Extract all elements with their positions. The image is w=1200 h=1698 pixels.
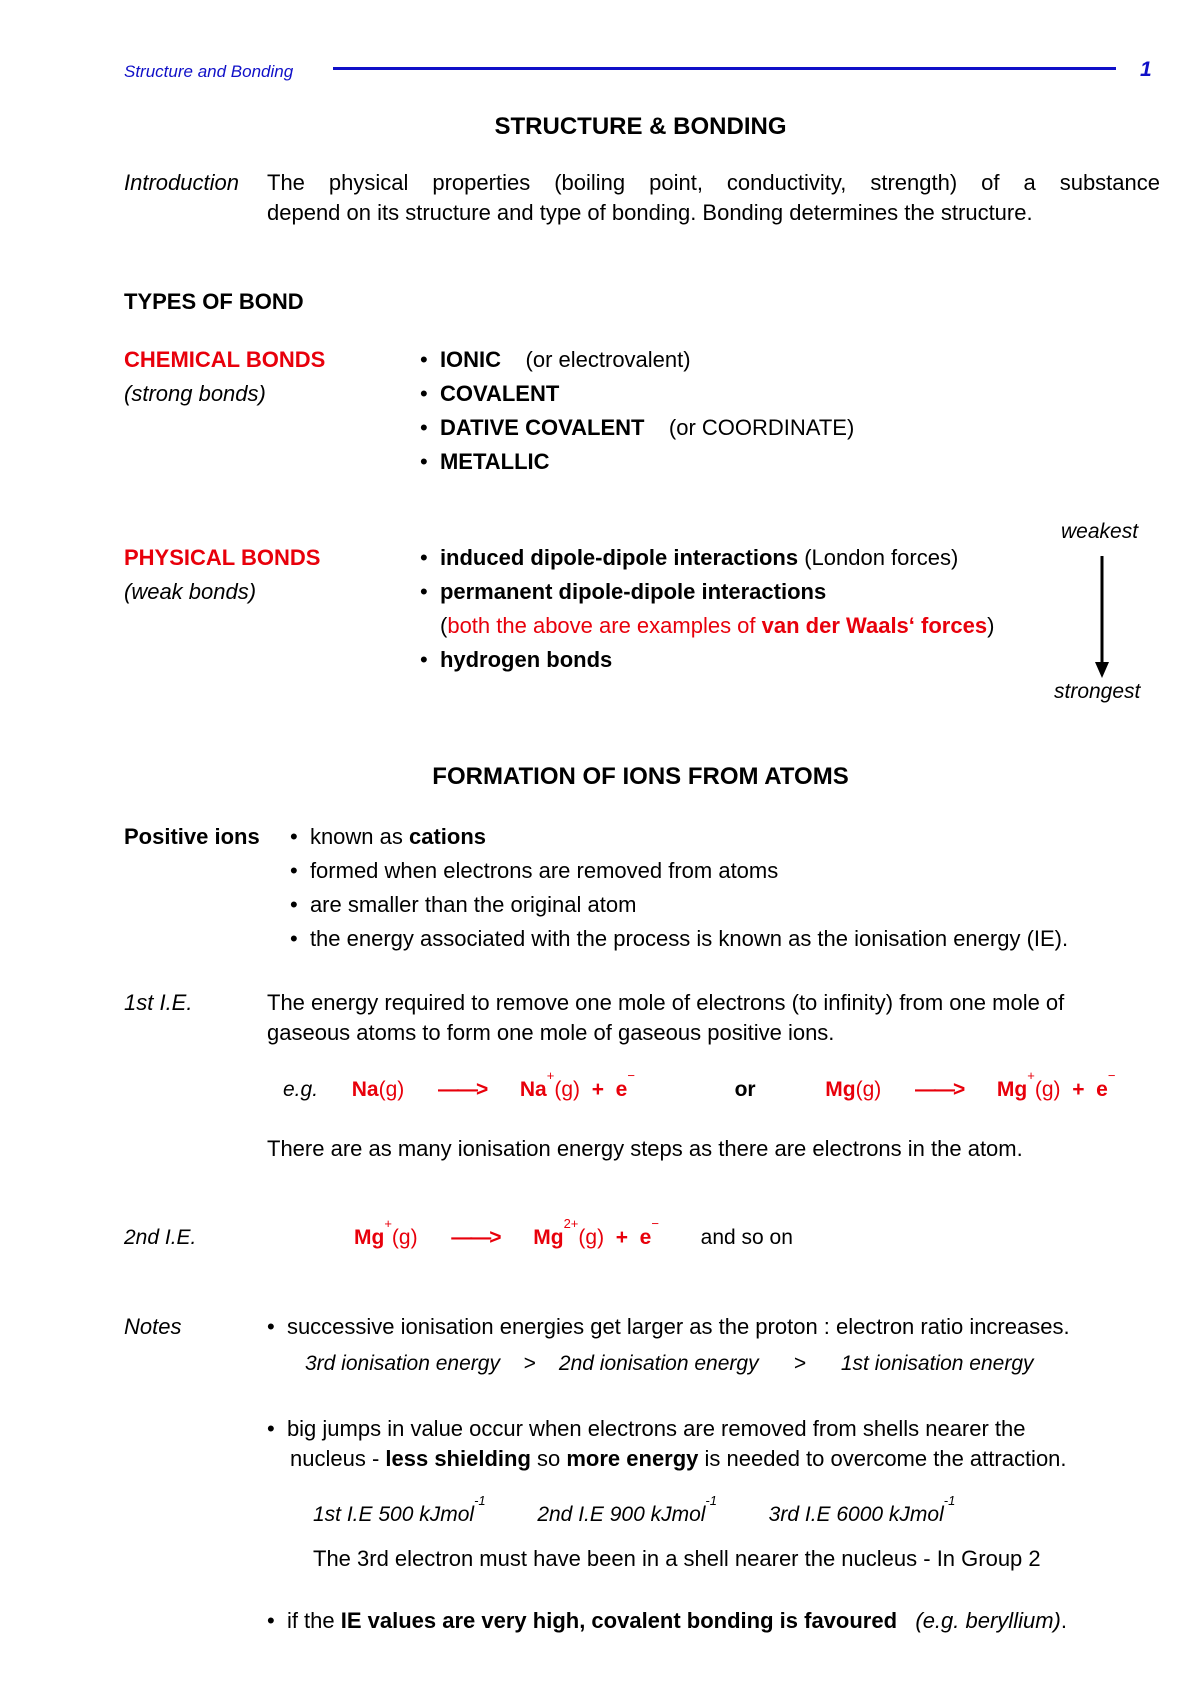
cations-term: cations: [409, 824, 487, 849]
physical-item-hydrogen: [420, 647, 612, 673]
text: if the: [286, 1608, 341, 1633]
chemical-bonds-sub: (strong bonds): [124, 381, 266, 406]
ie2-value: 2nd I.E 900 kJmol: [537, 1503, 706, 1526]
state: (g): [391, 1226, 418, 1249]
positive-item-1: [290, 824, 486, 850]
bond-item-dative: [420, 415, 854, 441]
plus-sign: +: [615, 1226, 628, 1249]
bullet: •: [420, 347, 428, 372]
bullet: •: [420, 381, 428, 406]
charge: +: [384, 1216, 392, 1231]
third-ie: 3rd ionisation energy: [305, 1352, 500, 1375]
note-1: [267, 1314, 1070, 1340]
reaction-arrow: ——>: [437, 1078, 487, 1101]
paren: (: [440, 613, 448, 638]
state: (g): [578, 1226, 605, 1249]
charge: −: [1107, 1068, 1116, 1083]
text: successive ionisation energies get larger as the proton : electron ratio increases.: [286, 1314, 1070, 1339]
greater-than: >: [793, 1352, 806, 1375]
ie1-line-2: gaseous atoms to form one mole of gaseous positive ions.: [267, 1020, 835, 1045]
electron: e: [639, 1226, 652, 1249]
mg-symbol: Mg: [825, 1078, 856, 1101]
physical-item-induced: [420, 545, 958, 571]
electron: e: [1096, 1078, 1108, 1101]
equation-example-row: [283, 1068, 1116, 1102]
text: .: [1060, 1608, 1067, 1633]
bond-name: permanent dipole-dipole interactions: [439, 579, 827, 604]
running-title: Structure and Bonding: [124, 62, 294, 81]
ie-values-line: [313, 1493, 956, 1527]
vdw-note: [440, 613, 994, 639]
chemical-bonds-label: CHEMICAL BONDS: [124, 347, 326, 372]
bullet: •: [420, 647, 428, 672]
text: known as: [309, 824, 409, 849]
bond-note: (or electrovalent): [525, 347, 691, 372]
intro-line-1: The physical properties (boiling point, conductivity, strength) of a substance: [267, 170, 1160, 195]
plus-sign: +: [1072, 1078, 1085, 1101]
strongest-label: strongest: [1054, 680, 1141, 703]
types-heading: TYPES OF BOND: [124, 289, 304, 314]
intro-line-2: depend on its structure and type of bonding. Bonding determines the structure.: [267, 200, 1033, 225]
bond-name: hydrogen bonds: [439, 647, 613, 672]
note-2-line-1: [267, 1416, 1026, 1442]
plus-sign: +: [591, 1078, 604, 1101]
bond-note: (or COORDINATE): [668, 415, 855, 440]
physical-bonds-sub: (weak bonds): [124, 579, 257, 604]
bullet: •: [267, 1314, 275, 1339]
state: (g): [855, 1078, 882, 1101]
notes-label: Notes: [124, 1314, 182, 1339]
charge: −: [651, 1216, 659, 1231]
ie3-value: 3rd I.E 6000 kJmol: [768, 1503, 944, 1526]
bullet: •: [420, 415, 428, 440]
bullet: •: [290, 926, 298, 951]
bullet: •: [420, 545, 428, 570]
more-energy-term: more energy: [566, 1446, 699, 1471]
header-rule: [333, 67, 1116, 70]
paren: ): [987, 613, 995, 638]
ie1-line-1: The energy required to remove one mole of electrons (to infinity) from one mole of: [267, 990, 1065, 1015]
charge: +: [1027, 1068, 1035, 1083]
note-2-line-2: [290, 1446, 1067, 1472]
bond-name: DATIVE COVALENT: [439, 415, 645, 440]
first-ie: 1st ionisation energy: [840, 1352, 1034, 1375]
text: so: [530, 1446, 567, 1471]
bullet: •: [290, 858, 298, 883]
positive-item-2: [290, 858, 778, 884]
bullet: •: [290, 824, 298, 849]
text: nucleus -: [290, 1446, 386, 1471]
note-3: [267, 1608, 1067, 1634]
positive-item-4: [290, 926, 1068, 952]
text: are smaller than the original atom: [309, 892, 637, 917]
covalent-favoured-term: IE values are very high, covalent bonding is favoured: [340, 1608, 898, 1633]
bond-name: METALLIC: [439, 449, 550, 474]
bullet: •: [290, 892, 298, 917]
and-so-on: and so on: [700, 1226, 793, 1249]
ie2-label: 2nd I.E.: [124, 1226, 197, 1249]
charge: +: [546, 1068, 555, 1083]
bullet: •: [420, 449, 428, 474]
vdw-text: both the above are examples of: [447, 613, 762, 638]
reaction-arrow: ——>: [914, 1078, 964, 1101]
charge: 2+: [563, 1216, 579, 1231]
positive-item-3: [290, 892, 636, 918]
na-symbol: Na: [351, 1078, 379, 1101]
page-number: 1: [1140, 58, 1152, 81]
vdw-term: van der Waals‘ forces: [761, 613, 988, 638]
electron: e: [615, 1078, 628, 1101]
bullet: •: [420, 579, 428, 604]
bullet: •: [267, 1608, 275, 1633]
positive-ions-label: Positive ions: [124, 824, 260, 849]
ie1-value: 1st I.E 500 kJmol: [313, 1503, 475, 1526]
reaction-arrow: ——>: [451, 1226, 500, 1249]
bond-note: (London forces): [804, 545, 959, 570]
text: formed when electrons are removed from atoms: [309, 858, 779, 883]
state: (g): [554, 1078, 581, 1101]
bond-name: induced dipole-dipole interactions: [439, 545, 799, 570]
weakest-label: weakest: [1061, 520, 1139, 543]
ie1-label: 1st I.E.: [124, 990, 193, 1015]
formation-title: FORMATION OF IONS FROM ATOMS: [432, 763, 849, 790]
intro-label: Introduction: [124, 170, 239, 195]
bond-item-ionic: [420, 347, 691, 373]
bond-item-covalent: [420, 381, 559, 407]
text: is needed to overcome the attraction.: [698, 1446, 1067, 1471]
ie-order-line: [305, 1352, 1034, 1376]
greater-than: >: [523, 1352, 536, 1375]
unit-exponent: -1: [705, 1493, 717, 1508]
text: the energy associated with the process is known as the ionisation energy (IE).: [309, 926, 1069, 951]
second-ie: 2nd ionisation energy: [558, 1352, 759, 1375]
bond-item-metallic: [420, 449, 550, 475]
physical-bonds-label: PHYSICAL BONDS: [124, 545, 321, 570]
unit-exponent: -1: [943, 1493, 956, 1508]
page-title: STRUCTURE & BONDING: [494, 113, 787, 140]
state: (g): [1034, 1078, 1061, 1101]
note-2-conclusion: The 3rd electron must have been in a shell nearer the nucleus - In Group 2: [313, 1546, 1041, 1571]
mg-ion: Mg: [996, 1078, 1028, 1101]
na-ion: Na: [519, 1078, 547, 1101]
bullet: •: [267, 1416, 275, 1441]
bond-name: COVALENT: [439, 381, 560, 406]
mg2-ion: Mg: [533, 1226, 564, 1249]
unit-exponent: -1: [474, 1493, 486, 1508]
charge: −: [627, 1068, 635, 1083]
ie-steps-line: There are as many ionisation energy steps as there are electrons in the atom.: [267, 1136, 1023, 1161]
mg-ion: Mg: [354, 1226, 385, 1249]
ie2-equation: [354, 1216, 793, 1250]
bond-name: IONIC: [439, 347, 502, 372]
physical-item-permanent: [420, 579, 826, 605]
state: (g): [378, 1078, 405, 1101]
beryllium-example: (e.g. beryllium): [915, 1608, 1061, 1633]
less-shielding-term: less shielding: [385, 1446, 531, 1471]
eg-label: e.g.: [283, 1078, 319, 1101]
or-word: or: [734, 1078, 756, 1101]
strength-arrow: [1090, 556, 1114, 682]
text: big jumps in value occur when electrons are removed from shells nearer the: [286, 1416, 1026, 1441]
